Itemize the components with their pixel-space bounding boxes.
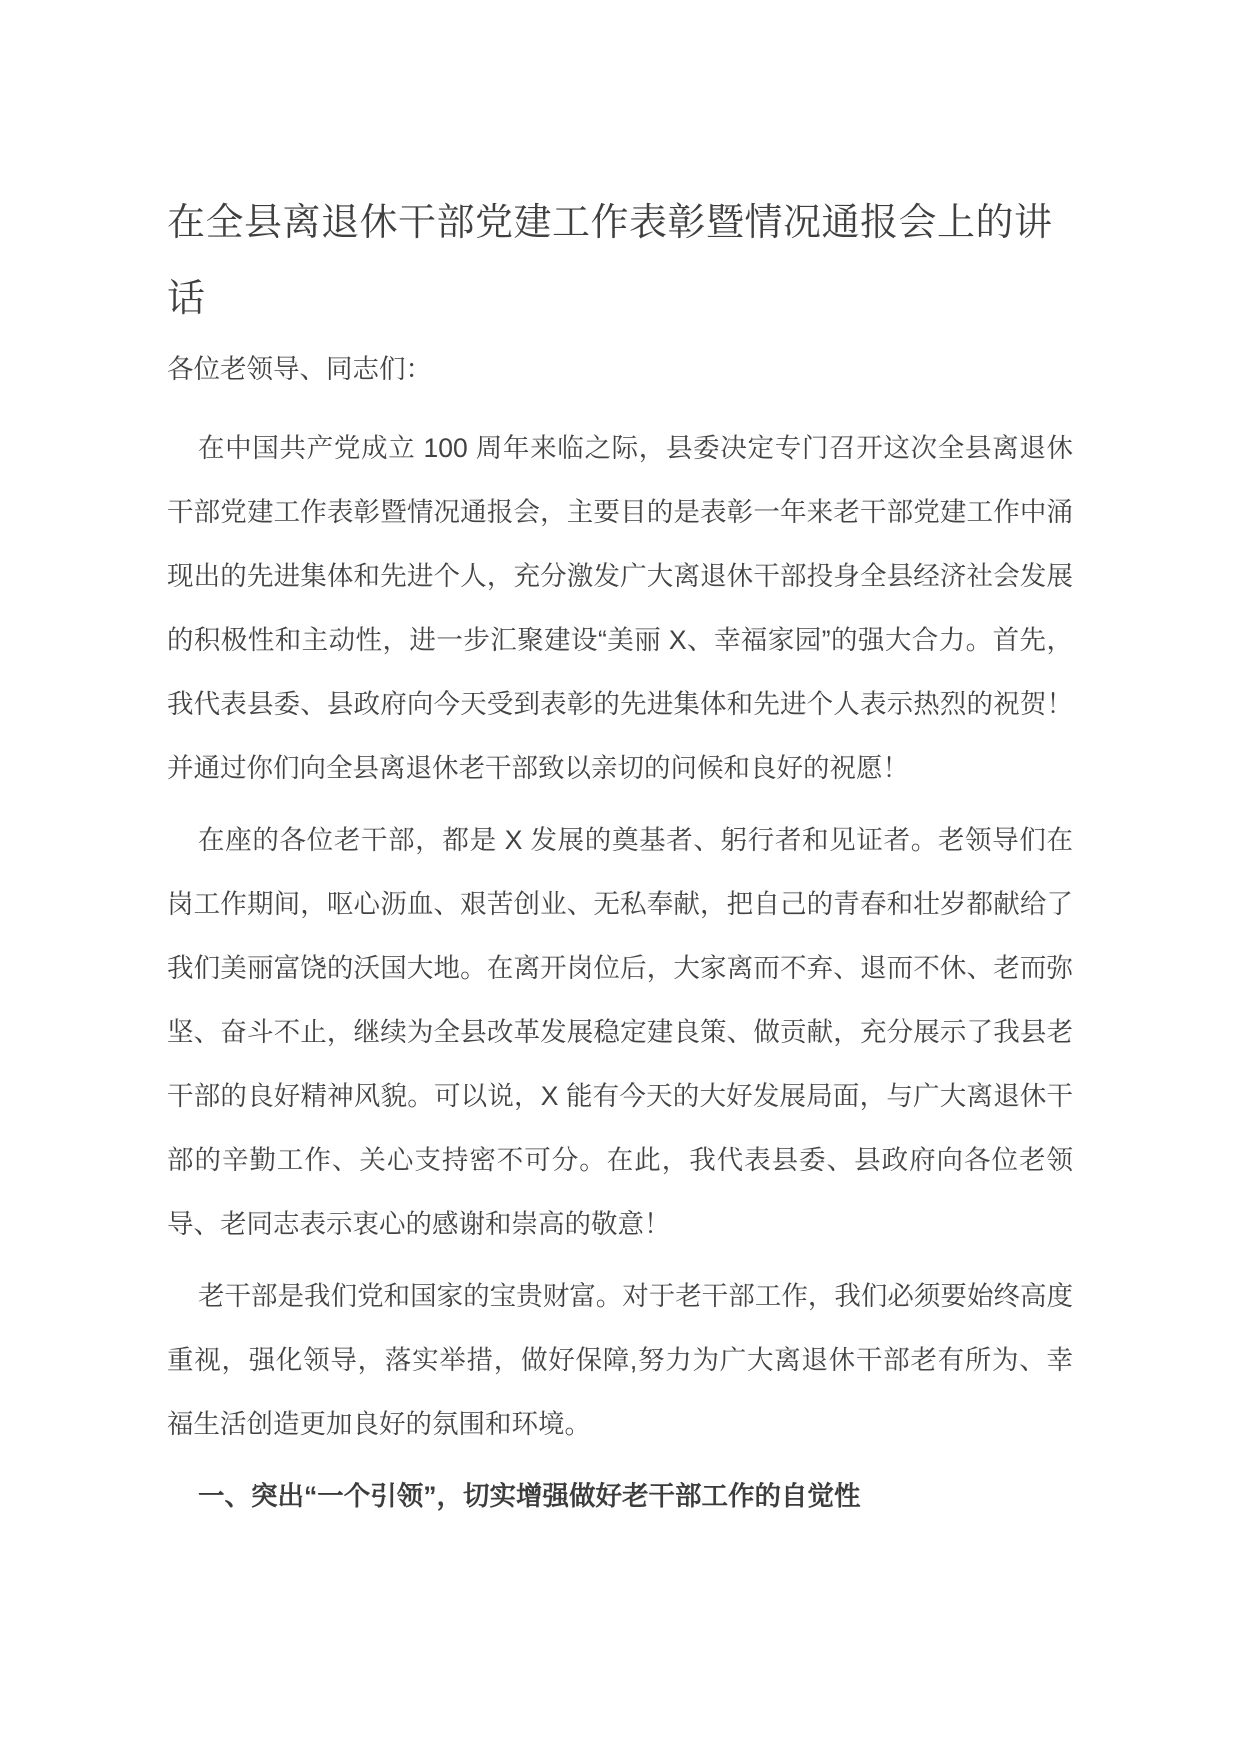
body-paragraph-1: 在中国共产党成立 100 周年来临之际，县委决定专门召开这次全县离退休干部党建工作表彰暨情况通报会，主要目的是表彰一年来老干部党建工作中涌现出的先进集体和先进个人，充分激发广大离退休干部投身全县经济社会发展的积极性和主动性，进一步汇聚建设“美丽 X、幸福家园”的强大合力。首先，我代表县委、县政府向今天受到表彰的先进集体和先进个人表示热烈的祝贺！并通过你们向全县离退休老干部致以亲切的问候和良好的祝愿！ [167,433,1073,783]
salutation-line: 各位老领导、同志们： [167,354,432,384]
body-paragraph-2: 在座的各位老干部，都是 X 发展的奠基者、躬行者和见证者。老领导们在岗工作期间，呕心沥血、艰苦创业、无私奉献，把自己的青春和壮岁都献给了我们美丽富饶的沃国大地。在离开岗位后，大家离而不弃、退而不休、老而弥坚、奋斗不止，继续为全县改革发展稳定建良策、做贡献，充分展示了我县老干部的良好精神风貌。可以说，X 能有今天的大好发展局面，与广大离退休干部的辛勤工作、关心支持密不可分。在此，我代表县委、县政府向各位老领导、老同志表示衷心的感谢和崇高的敬意！ [167,825,1073,1239]
document-title: 在全县离退休干部党建工作表彰暨情况通报会上的讲话 [167,202,1053,320]
body-paragraph-3: 老干部是我们党和国家的宝贵财富。对于老干部工作，我们必须要始终高度重视，强化领导，落实举措，做好保障,努力为广大离退休干部老有所为、幸福生活创造更加良好的氛围和环境。 [167,1281,1073,1439]
section-heading: 一、突出“一个引领”，切实增强做好老干部工作的自觉性 [198,1481,861,1511]
